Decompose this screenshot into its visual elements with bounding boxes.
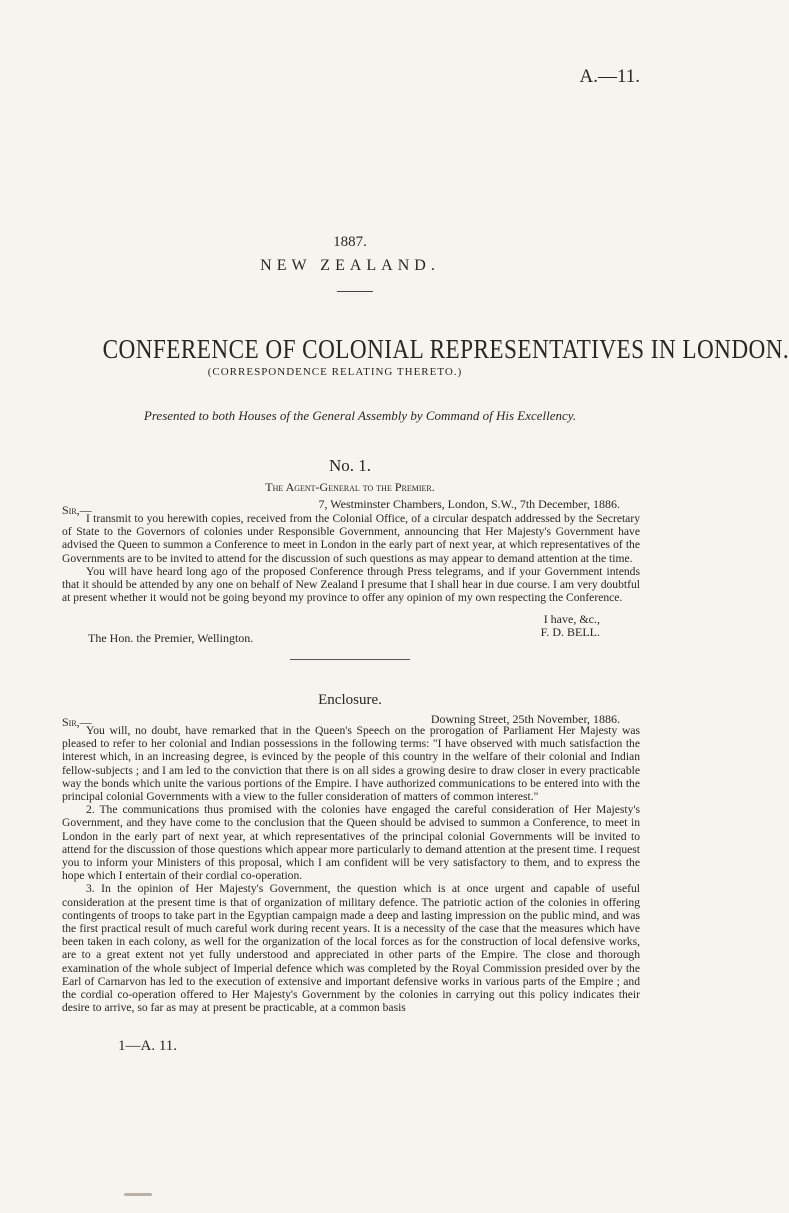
enclosure-address: Downing Street, 25th November, 1886. — [430, 712, 620, 726]
divider — [290, 659, 410, 660]
letter-closing — [541, 613, 600, 639]
addressee: The Hon. the Premier, Wellington. — [88, 631, 254, 645]
enclosure-paragraph: You will, no doubt, have remarked that in the Queen's Speech on the prorogation of Parliament Her Majesty was pleased to refer to her colonial and Indian possessions in the following terms: "I have observed with much satisfaction the interest which, in an increasing degree, is evinced by the people of this country in the welfare of their colonial and Indian fellow-subjects ; and I am led to the conviction that there is on all sides a growing desire to draw closer in every practicable way the bonds which unite the various portions of the Empire. I have authorized communications to be entered into with the principal colonial Governments with a view to the fuller consideration of matters of common interest." — [62, 724, 640, 804]
closing-phrase: I have, &c., — [543, 612, 600, 626]
enclosure-paragraph: 3. In the opinion of Her Majesty's Government, the question which is at once urgent and capable of useful consideration at the present time is that of organization of military defence. The patriotic action of the colonies in offering contingents of troops to take part in the Egyptian campaign made a deep and lasting impression on the public mind, and was the first practical result of much careful work during recent years. It is a necessity of the case that the measures which have been taken in each colony, as well for the organization of the local forces as for the construction of local defensive works, are to a great extent not yet fully understood and appreciated in other parts of the Empire. The close and thorough examination of the whole subject of Imperial defence which was completed by the Royal Commission presided over by the Earl of Carnarvon has led to the execution of extensive and important defensive works in various parts of the Empire ; and the cordial co-operation offered to Her Majesty's Government by the colonies in carrying out this policy indicates their desire to arrive, so far as may at present be practicable, at a common basis — [62, 882, 640, 1015]
enclosure-heading: Enclosure. — [318, 692, 382, 708]
letter-paragraph: You will have heard long ago of the proposed Conference through Press telegrams, and if your Government intends that it should be attended by any one on behalf of New Zealand I presume that I shall hear in due course. I am very doubtful at present whether it would not be going beyond my province to offer any opinion of my own respecting the Conference. — [62, 564, 640, 605]
year: 1887. — [333, 234, 367, 250]
letter-body — [62, 512, 640, 604]
enclosure-paragraph: 2. The communications thus promised with the colonies have engaged the careful consideration of Her Majesty's Government, and they have come to the conclusion that the Queen should be advised to summon a Conference, to meet in London in the early part of next year, at which representatives of the principal colonial Governments will be invited to attend for the discussion of those questions which appear more particularly to demand attention at the present time. I request you to inform your Ministers of this proposal, which I am confident will be very satisfactory to them, and to express the hope which I entertain of their cordial co-operation. — [62, 803, 640, 883]
letter-number: No. 1. — [328, 456, 372, 475]
country: NEW ZEALAND. — [260, 257, 440, 274]
document-subtitle: (CORRESPONDENCE RELATING THERETO.) — [207, 366, 463, 378]
ink-smudge — [124, 1193, 152, 1196]
enclosure-body — [62, 724, 640, 1014]
enclosure-salutation: Sir,— — [62, 715, 92, 729]
letter-paragraph: I transmit to you herewith copies, received from the Colonial Office, of a circular despatch addressed by the Secretary of State to the Governors of colonies under Responsible Government, announcing that Her Majesty's Government have advised the Queen to summon a Conference to meet in London in the early part of next year, at which representatives of the Governments are to be invited to attend for the discussion of such questions as may appear to demand attention at the time. — [62, 512, 640, 565]
letter-from-to: The Agent-General to the Premier. — [265, 480, 435, 494]
signature: F. D. BELL. — [540, 625, 600, 639]
divider — [337, 291, 373, 292]
page-reference: A.—11. — [579, 66, 640, 87]
footer-page-ref: 1—A. 11. — [118, 1038, 178, 1054]
letter-salutation: Sir,— — [62, 503, 92, 517]
letter-address: 7, Westminster Chambers, London, S.W., 7th December, 1886. — [318, 497, 620, 511]
presented-line: Presented to both Houses of the General Assembly by Command of His Excellency. — [143, 408, 577, 423]
document-title: CONFERENCE OF COLONIAL REPRESENTATIVES IN LONDON. — [102, 334, 789, 364]
